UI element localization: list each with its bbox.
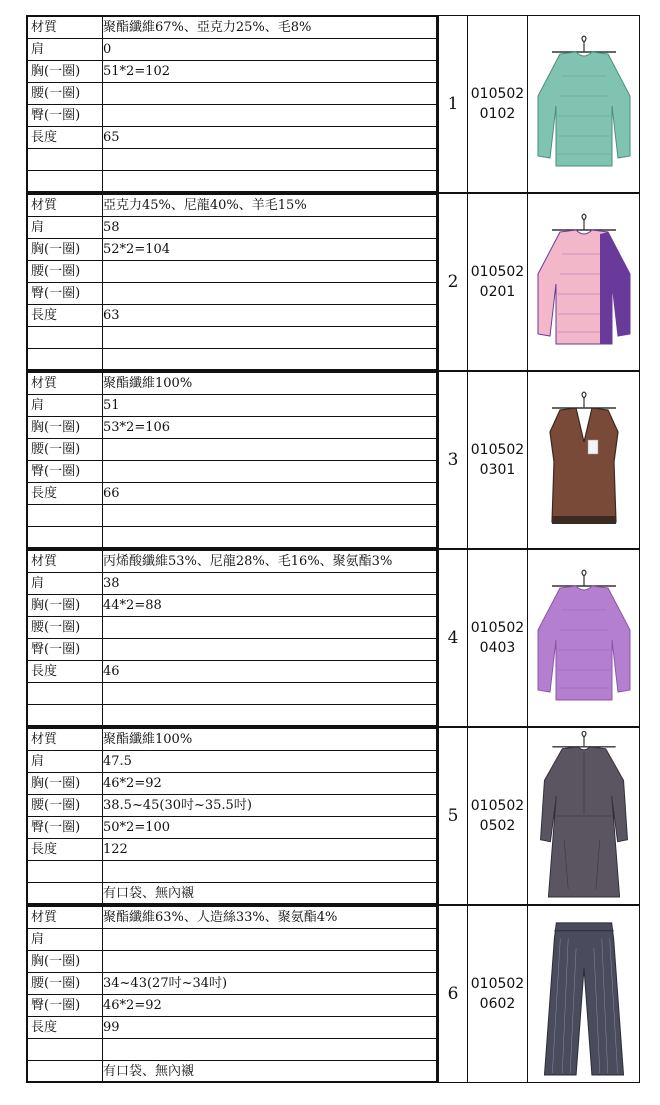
spec-row	[28, 439, 436, 461]
spec-value: 0	[103, 42, 112, 57]
spec-row	[28, 551, 436, 573]
sweater-image	[534, 553, 634, 723]
vest-image	[534, 375, 634, 545]
spec-table	[26, 15, 438, 193]
spec-row	[28, 17, 436, 39]
item-number: 1	[438, 15, 468, 193]
spec-label	[28, 527, 103, 549]
spec-row	[28, 1039, 436, 1061]
spec-label: 材質	[28, 17, 103, 38]
spec-row	[28, 1017, 436, 1039]
spec-label: 腰(一圈)	[28, 617, 103, 638]
spec-label: 材質	[28, 729, 103, 750]
spec-table	[26, 727, 438, 905]
spec-row	[28, 951, 436, 973]
spec-label: 肩	[28, 39, 103, 60]
spec-row	[28, 327, 436, 349]
spec-row	[28, 861, 436, 883]
spec-label: 腰(一圈)	[28, 83, 103, 104]
spec-label: 臀(一圈)	[28, 283, 103, 304]
spec-value: 63	[103, 308, 120, 323]
spec-label: 臀(一圈)	[28, 995, 103, 1016]
spec-label: 胸(一圈)	[28, 417, 103, 438]
spec-value: 122	[103, 842, 128, 857]
spec-label: 腰(一圈)	[28, 439, 103, 460]
spec-value: 38.5~45(30吋~35.5吋)	[103, 798, 252, 813]
spec-value: 52*2=104	[103, 242, 171, 257]
spec-label: 長度	[28, 1017, 103, 1038]
spec-row	[28, 929, 436, 951]
spec-row	[28, 995, 436, 1017]
item-block	[26, 193, 640, 371]
spec-row	[28, 83, 436, 105]
item-code	[468, 549, 528, 727]
spec-label: 胸(一圈)	[28, 595, 103, 616]
spec-value: 46	[103, 664, 120, 679]
spec-table	[26, 193, 438, 371]
spec-row	[28, 105, 436, 127]
spec-value: 51	[103, 398, 120, 413]
spec-label: 長度	[28, 127, 103, 148]
item-code-line2: 0502	[479, 818, 516, 834]
spec-label: 材質	[28, 373, 103, 394]
item-code-line1: 010502	[470, 620, 525, 636]
item-code-line2: 0301	[479, 462, 516, 478]
item-code-line1: 010502	[470, 86, 525, 102]
spec-row	[28, 595, 436, 617]
spec-label	[28, 861, 103, 882]
spec-label: 臀(一圈)	[28, 639, 103, 660]
spec-row	[28, 373, 436, 395]
spec-label: 腰(一圈)	[28, 973, 103, 994]
spec-row	[28, 39, 436, 61]
sweater-split-image	[534, 197, 634, 367]
spec-row	[28, 729, 436, 751]
item-block	[26, 15, 640, 193]
spec-label: 胸(一圈)	[28, 239, 103, 260]
spec-label: 長度	[28, 483, 103, 504]
spec-label	[28, 171, 103, 193]
dress-image	[534, 731, 634, 901]
spec-row	[28, 395, 436, 417]
spec-label	[28, 1061, 103, 1083]
spec-label: 長度	[28, 839, 103, 860]
spec-row	[28, 127, 436, 149]
item-block	[26, 905, 640, 1083]
item-code-line2: 0403	[479, 640, 516, 656]
spec-row	[28, 149, 436, 171]
spec-label: 材質	[28, 551, 103, 572]
item-code-line2: 0602	[479, 996, 516, 1012]
spec-row	[28, 261, 436, 283]
garment-photo	[528, 371, 640, 549]
spec-row	[28, 461, 436, 483]
spec-row	[28, 305, 436, 327]
spec-row	[28, 839, 436, 861]
spec-value: 50*2=100	[103, 820, 171, 835]
spec-value: 有口袋、無內襯	[103, 1064, 195, 1079]
spec-value: 51*2=102	[103, 64, 171, 79]
item-code-line1: 010502	[470, 798, 525, 814]
spec-value: 46*2=92	[103, 776, 162, 791]
spec-value: 66	[103, 486, 120, 501]
spec-row	[28, 817, 436, 839]
spec-value: 99	[103, 1020, 120, 1035]
item-number: 6	[438, 905, 468, 1083]
spec-value: 聚酯纖維63%、人造絲33%、聚氨酯4%	[103, 910, 338, 925]
spec-value: 58	[103, 220, 120, 235]
pants-image	[534, 909, 634, 1079]
spec-label: 肩	[28, 217, 103, 238]
spec-value: 46*2=92	[103, 998, 162, 1013]
spec-row	[28, 349, 436, 371]
spec-label: 肩	[28, 751, 103, 772]
spec-row	[28, 705, 436, 727]
item-code-line1: 010502	[470, 264, 525, 280]
spec-table	[26, 905, 438, 1083]
spec-row	[28, 483, 436, 505]
spec-row	[28, 61, 436, 83]
spec-row	[28, 239, 436, 261]
spec-label: 胸(一圈)	[28, 773, 103, 794]
garment-photo	[528, 549, 640, 727]
item-code	[468, 727, 528, 905]
spec-label: 臀(一圈)	[28, 461, 103, 482]
spec-label: 腰(一圈)	[28, 795, 103, 816]
garment-photo	[528, 905, 640, 1083]
spec-row	[28, 1061, 436, 1083]
spec-row	[28, 617, 436, 639]
item-code-line1: 010502	[470, 976, 525, 992]
spec-value: 聚酯纖維67%、亞克力25%、毛8%	[103, 20, 312, 35]
spec-row	[28, 417, 436, 439]
spec-value: 丙烯酸纖維53%、尼龍28%、毛16%、聚氨酯3%	[103, 554, 393, 569]
spec-label	[28, 349, 103, 371]
spec-value: 34~43(27吋~34吋)	[103, 976, 228, 991]
spec-label: 肩	[28, 573, 103, 594]
spec-label: 長度	[28, 305, 103, 326]
spec-row	[28, 883, 436, 905]
spec-row	[28, 283, 436, 305]
spec-row	[28, 639, 436, 661]
spec-row	[28, 171, 436, 193]
spec-table	[26, 549, 438, 727]
spec-row	[28, 973, 436, 995]
spec-value: 44*2=88	[103, 598, 162, 613]
spec-label: 臀(一圈)	[28, 817, 103, 838]
spec-label	[28, 327, 103, 348]
spec-row	[28, 751, 436, 773]
garment-photo	[528, 193, 640, 371]
garment-photo	[528, 727, 640, 905]
spec-row	[28, 573, 436, 595]
spec-label: 長度	[28, 661, 103, 682]
spec-label: 材質	[28, 195, 103, 216]
item-code	[468, 371, 528, 549]
spec-row	[28, 907, 436, 929]
spec-row	[28, 217, 436, 239]
spec-label	[28, 1039, 103, 1060]
spec-row	[28, 527, 436, 549]
spec-label: 腰(一圈)	[28, 261, 103, 282]
spec-value: 53*2=106	[103, 420, 171, 435]
spec-value: 47.5	[103, 754, 132, 769]
spec-value: 聚酯纖維100%	[103, 376, 193, 391]
spec-label: 臀(一圈)	[28, 105, 103, 126]
item-block	[26, 371, 640, 549]
item-number: 2	[438, 193, 468, 371]
spec-label	[28, 505, 103, 526]
item-number: 5	[438, 727, 468, 905]
spec-label: 胸(一圈)	[28, 61, 103, 82]
spec-value: 65	[103, 130, 120, 145]
spec-row	[28, 195, 436, 217]
spec-label: 胸(一圈)	[28, 951, 103, 972]
spec-label	[28, 705, 103, 727]
spec-row	[28, 795, 436, 817]
spec-row	[28, 773, 436, 795]
item-block	[26, 727, 640, 905]
spec-value: 38	[103, 576, 120, 591]
spec-row	[28, 683, 436, 705]
spec-value: 聚酯纖維100%	[103, 732, 193, 747]
spec-value: 有口袋、無內襯	[103, 886, 195, 901]
sweater-image	[534, 19, 634, 189]
spec-row	[28, 505, 436, 527]
spec-label: 肩	[28, 929, 103, 950]
item-code-line2: 0201	[479, 284, 516, 300]
spec-table	[26, 371, 438, 549]
spec-label	[28, 149, 103, 170]
item-block	[26, 549, 640, 727]
item-code	[468, 15, 528, 193]
spec-label: 肩	[28, 395, 103, 416]
item-code	[468, 905, 528, 1083]
spec-value: 亞克力45%、尼龍40%、羊毛15%	[103, 198, 307, 213]
spec-label: 材質	[28, 907, 103, 928]
size-spec-sheet	[26, 15, 640, 1087]
item-code-line2: 0102	[479, 106, 516, 122]
item-code-line1: 010502	[470, 442, 525, 458]
item-number: 4	[438, 549, 468, 727]
item-code	[468, 193, 528, 371]
spec-label	[28, 683, 103, 704]
spec-label	[28, 883, 103, 905]
spec-row	[28, 661, 436, 683]
item-number: 3	[438, 371, 468, 549]
garment-photo	[528, 15, 640, 193]
